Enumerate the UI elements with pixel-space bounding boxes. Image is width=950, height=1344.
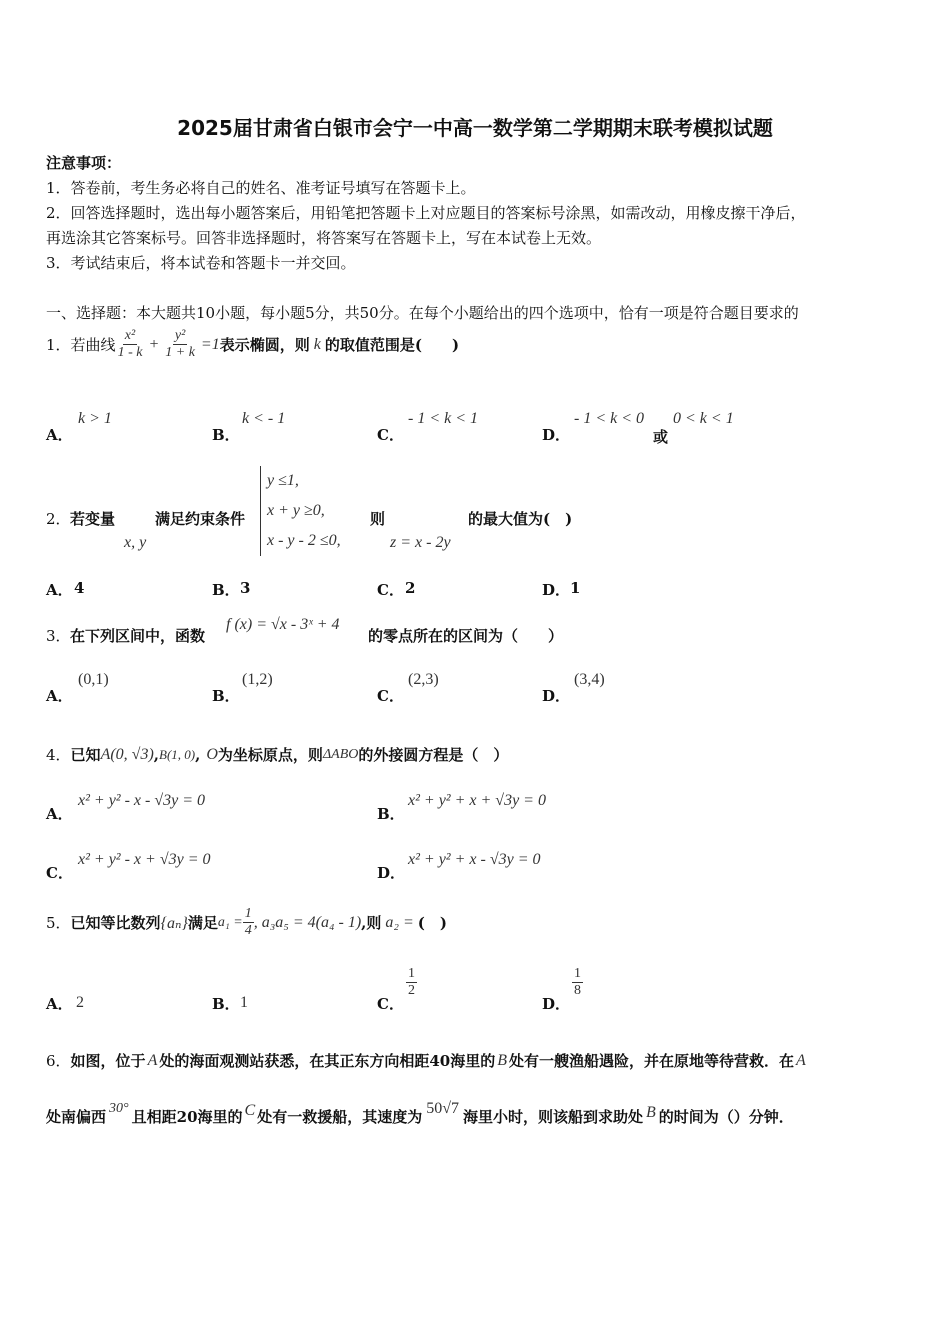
- option-d: x² + y² + x - √3y = 0: [408, 851, 541, 868]
- question-number: 6．: [46, 1052, 71, 1070]
- question-1: [46, 328, 459, 361]
- question-number: 5．: [46, 914, 71, 932]
- triangle-abo: ΔABO: [322, 746, 359, 762]
- notice-heading: 注意事项：: [46, 154, 122, 172]
- question-text: 的外接圆方程是（ ）: [358, 746, 509, 764]
- option-b: (1,2): [242, 671, 273, 688]
- option-label: A．: [46, 995, 73, 1013]
- question-text: 若变量: [70, 510, 116, 528]
- fraction: [116, 328, 145, 361]
- objective-z: z = x - 2y: [390, 534, 451, 551]
- option-d: [572, 966, 583, 999]
- option-label: B．: [212, 687, 240, 705]
- question-5: [46, 906, 447, 939]
- option-a: x² + y² - x - √3y = 0: [78, 792, 206, 809]
- point-a: A(0, √3): [100, 745, 154, 763]
- section-heading: 一、选择题：本大题共10小题，每小题5分，共50分。在每个小题给出的四个选项中，恰有一项是符合题目要求的: [46, 304, 799, 322]
- fraction: [163, 328, 197, 361]
- question-text: 则: [370, 510, 386, 528]
- option-label: D．: [542, 995, 571, 1013]
- question-number: 4．: [46, 746, 71, 764]
- question-text: 在下列区间中，函数: [70, 627, 206, 645]
- option-label: D．: [542, 426, 571, 444]
- option-d-alt: 0 < k < 1: [673, 410, 734, 427]
- option-label: A．: [46, 805, 73, 823]
- or-text: 或: [653, 428, 669, 446]
- question-text: 满足约束条件: [155, 510, 246, 528]
- option-b: 3: [240, 579, 251, 597]
- question-text: 的取值范围是( ): [324, 336, 460, 354]
- option-label: B．: [212, 581, 240, 599]
- question-text: ( ): [417, 914, 447, 932]
- question-number: 3．: [46, 627, 71, 645]
- question-text: 如图，位于: [70, 1052, 146, 1070]
- denominator: 4: [244, 923, 252, 938]
- question-text: 海里的: [450, 1052, 496, 1070]
- option-label: D．: [377, 864, 406, 882]
- constraint: y ≤1,: [267, 472, 299, 489]
- question-text: 已知: [70, 746, 101, 764]
- question-text: 处的海面观测站获悉，在其正东方向相距: [159, 1052, 430, 1070]
- question-text: 海里小时，则该船到求助处: [463, 1108, 644, 1126]
- option-label: C．: [377, 581, 404, 599]
- question-6-line-1: [46, 1050, 806, 1071]
- speed: 50√7: [426, 1099, 459, 1117]
- option-a: k > 1: [78, 410, 112, 427]
- option-label: C．: [46, 864, 73, 882]
- question-4: [46, 744, 508, 765]
- option-c: (2,3): [408, 671, 439, 688]
- constraint: x - y - 2 ≤0,: [267, 532, 341, 549]
- option-b: k < - 1: [242, 410, 286, 427]
- option-label: C．: [377, 995, 404, 1013]
- condition: , a₃a₅ = 4(a₄ - 1): [253, 913, 362, 931]
- option-a: (0,1): [78, 671, 109, 688]
- term-a2: a₂ =: [385, 913, 414, 931]
- option-d: 1: [570, 579, 581, 597]
- option-c: 2: [405, 579, 416, 597]
- question-text: 处南偏西: [46, 1108, 107, 1126]
- point-b: B(1, 0): [159, 746, 196, 762]
- denominator: 1 + k: [165, 345, 195, 360]
- equation-rhs: =1: [200, 335, 220, 353]
- option-label: D．: [542, 581, 571, 599]
- notice-item: 再选涂其它答案标号。回答非选择题时，将答案写在答题卡上，写在本试卷上无效。: [46, 229, 602, 247]
- question-text: 表示椭圆，则: [219, 336, 310, 354]
- function-fx: f (x) = √x - 3ˣ + 4: [226, 616, 340, 633]
- term-a1: a₁ =: [217, 914, 243, 930]
- question-text: 处有一艘渔船遇险，并在原地等待营救．在: [509, 1052, 795, 1070]
- option-label: D．: [542, 687, 571, 705]
- point-a: A: [796, 1051, 806, 1069]
- option-label: A．: [46, 687, 73, 705]
- denominator: 2: [408, 983, 415, 998]
- distance: 20: [176, 1107, 198, 1126]
- question-text: 若曲线: [70, 336, 116, 354]
- numerator: y²: [174, 328, 186, 343]
- numerator: x²: [124, 328, 136, 343]
- option-d: - 1 < k < 0: [574, 410, 645, 427]
- question-text: 海里的: [197, 1108, 243, 1126]
- option-label: A．: [46, 426, 73, 444]
- option-label: A．: [46, 581, 73, 599]
- option-c: [406, 966, 417, 999]
- option-c: x² + y² - x + √3y = 0: [78, 851, 211, 868]
- option-a: 2: [76, 994, 84, 1011]
- angle: 30°: [109, 1100, 129, 1116]
- option-d: (3,4): [574, 671, 605, 688]
- constraint: x + y ≥0,: [267, 502, 325, 519]
- notice-item: 2．回答选择题时，选出每小题答案后，用铅笔把答题卡上对应题目的答案标号涂黑，如需改动，用橡皮擦干净后，: [46, 204, 806, 222]
- point-o: O: [206, 745, 218, 763]
- point-b: B: [646, 1103, 656, 1121]
- option-c: - 1 < k < 1: [408, 410, 479, 427]
- option-b: x² + y² + x + √3y = 0: [408, 792, 546, 809]
- question-text: 的最大值为( ): [468, 510, 573, 528]
- numerator: 1: [244, 906, 252, 921]
- notice-item: 3．考试结束后，将本试卷和答题卡一并交回。: [46, 254, 356, 272]
- option-label: B．: [212, 426, 240, 444]
- separator: ,: [195, 745, 201, 764]
- question-text: 为坐标原点，则: [217, 746, 323, 764]
- question-number: 1．: [46, 336, 71, 354]
- question-6-line-2: [46, 1099, 794, 1127]
- option-b: 1: [240, 994, 248, 1011]
- notice-item: 1．答卷前，考生务必将自己的姓名、准考证号填写在答题卡上。: [46, 179, 476, 197]
- question-text: 且相距: [131, 1108, 177, 1126]
- option-label: B．: [212, 995, 240, 1013]
- variables-xy: x, y: [124, 534, 147, 551]
- distance: 40: [429, 1051, 451, 1070]
- question-text: 的时间为（）分钟．: [658, 1108, 794, 1126]
- question-text: 处有一救援船，其速度为: [257, 1108, 423, 1126]
- option-label: C．: [377, 687, 404, 705]
- separator: ,: [153, 745, 160, 764]
- denominator: 8: [574, 983, 581, 998]
- point-b: B: [497, 1051, 508, 1069]
- question-text: 的零点所在的区间为（ ）: [368, 627, 564, 645]
- page-title: 2025届甘肃省白银市会宁一中高一数学第二学期期末联考模拟试题: [177, 116, 773, 140]
- variable-k: k: [313, 335, 321, 353]
- option-a: 4: [74, 579, 85, 597]
- question-number: 2．: [46, 510, 71, 528]
- question-text: 满足: [187, 914, 218, 932]
- question-text: 已知等比数列: [70, 914, 161, 932]
- fraction: [243, 906, 254, 939]
- question-text: ,则: [361, 914, 382, 932]
- point-a: A: [147, 1051, 158, 1069]
- option-label: C．: [377, 426, 404, 444]
- constraint-system: [260, 466, 341, 556]
- denominator: 1 - k: [117, 345, 143, 360]
- numerator: 1: [408, 966, 415, 981]
- point-c: C: [244, 1101, 256, 1119]
- plus-sign: +: [148, 335, 160, 353]
- numerator: 1: [574, 966, 581, 981]
- option-label: B．: [377, 805, 405, 823]
- sequence: {aₙ}: [160, 914, 188, 932]
